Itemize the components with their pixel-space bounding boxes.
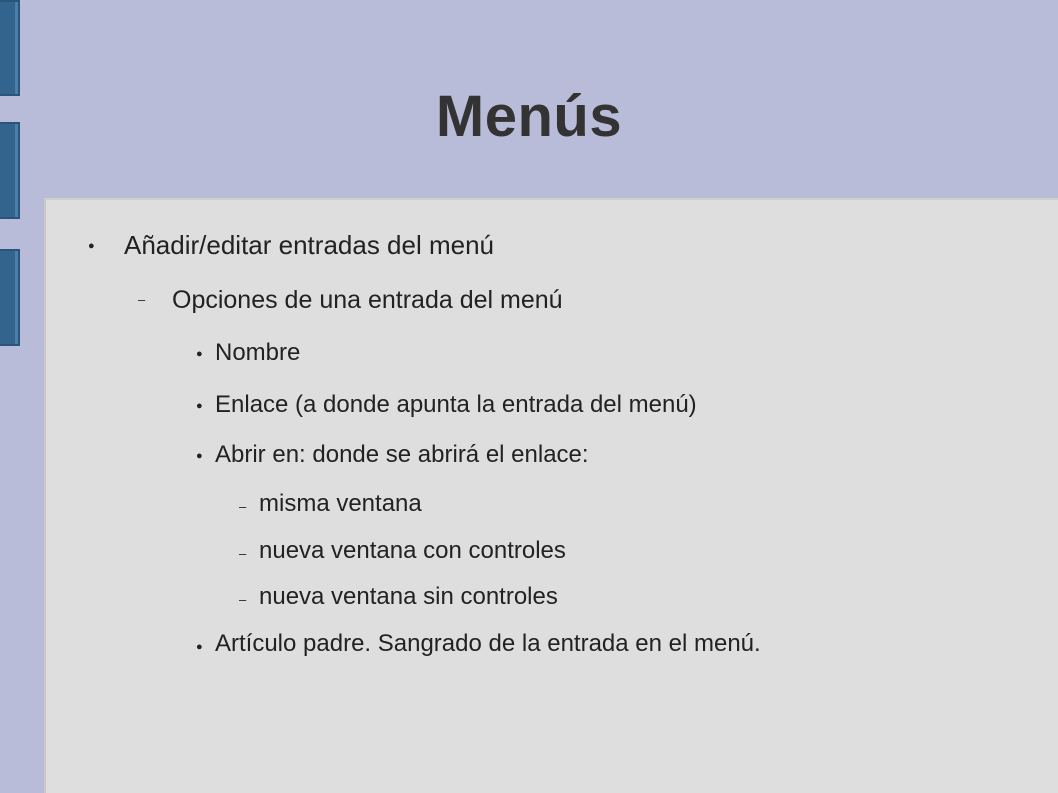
slide-title: Menús: [435, 84, 623, 149]
side-tab-3: [0, 249, 20, 346]
bullet-text: Nombre: [215, 339, 301, 366]
bullet-dot-icon: ●: [196, 400, 203, 412]
bullet-text: Opciones de una entrada del menú: [172, 286, 563, 314]
bullet-text: Artículo padre. Sangrado de la entrada en el menú.: [215, 630, 761, 657]
bullet-dot-icon: ●: [196, 641, 203, 653]
bullet-text: nueva ventana con controles: [259, 537, 566, 564]
bullet-text: Añadir/editar entradas del menú: [124, 230, 495, 260]
bullet-text: Enlace (a donde apunta la entrada del menú): [215, 391, 697, 418]
bullet-dot-icon: ●: [88, 240, 95, 252]
dash-icon: –: [239, 592, 247, 607]
side-tab-1: [0, 0, 20, 96]
bullet-text: Abrir en: donde se abrirá el enlace:: [215, 441, 589, 468]
content-panel: [44, 198, 1058, 793]
bullet-text: misma ventana: [259, 490, 422, 517]
dash-icon: –: [239, 499, 247, 514]
bullet-dot-icon: ●: [196, 348, 203, 360]
bullet-text: nueva ventana sin controles: [259, 583, 558, 610]
dash-icon: –: [239, 546, 247, 561]
bullet-dot-icon: ●: [196, 450, 203, 462]
dash-icon: –: [138, 292, 146, 307]
